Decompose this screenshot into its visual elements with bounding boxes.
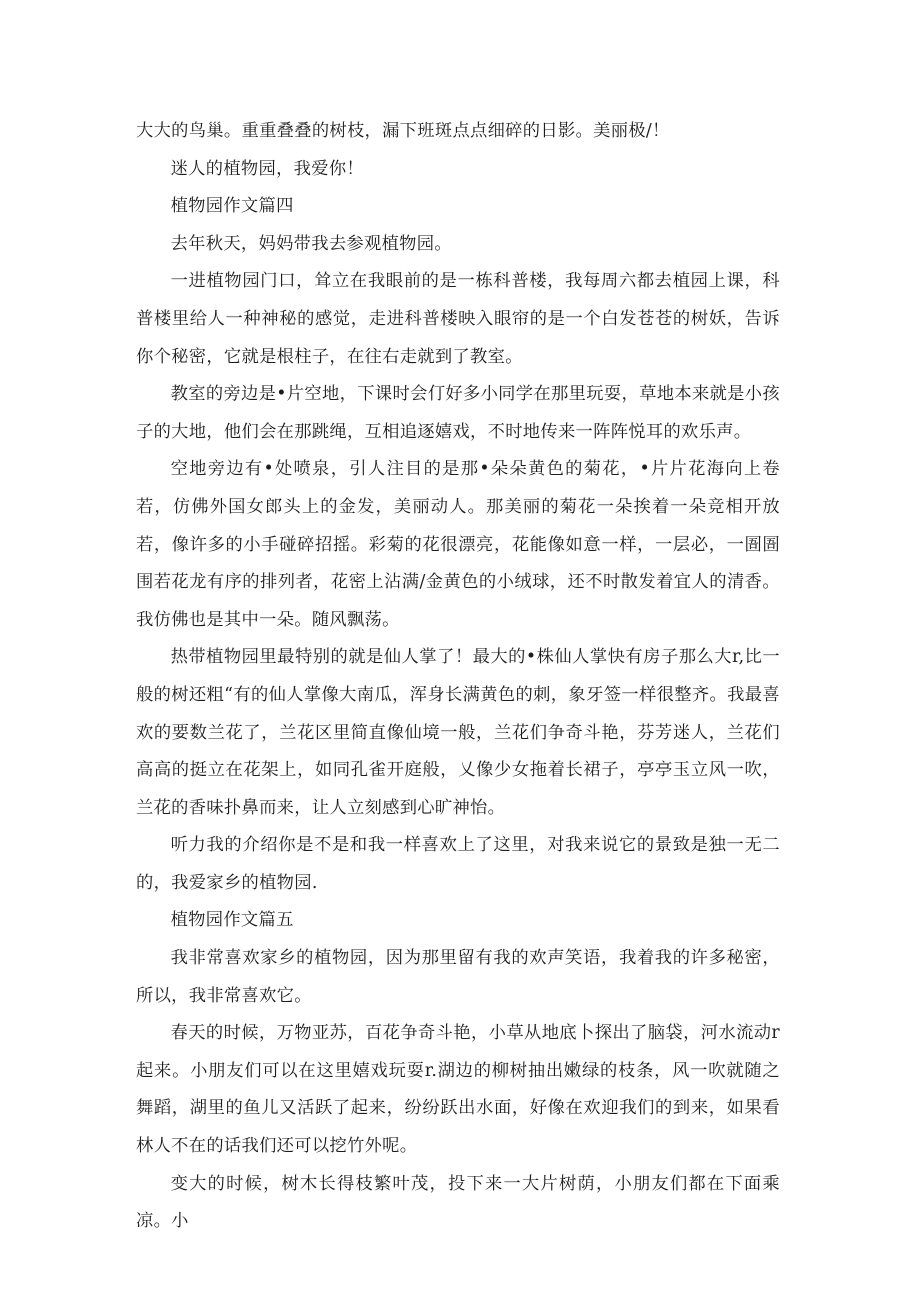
paragraph: 热带植物园里最特别的就是仙人掌了！最大的•株仙人掌快有房子那么大r,比一般的树还粗“有的仙人掌像大南瓜，浑身长满黄色的刺，象牙签一样很整齐。我最喜欢的要数兰花了，兰花区里简直像仙境一般，兰花们争奇斗艳，芬芳迷人，兰花们高高的挺立在花架上，如同孔雀开庭般，乂像少女拖着长裙子，亭亭玉立风一吹，兰花的香味扑鼻而来，让人立刻感到心旷神怡。 — [136, 647, 780, 818]
paragraph: 教室的旁边是•片空地，下课时会仃好多小同学在那里玩耍，草地本来就是小孩子的大地，他们会在那跳绳，互相追逐嬉戏，不时地传来一阵阵悦耳的欢乐声。 — [136, 384, 780, 442]
essay-body — [136, 113, 780, 1241]
paragraph: 变大的时候，树木长得枝繁叶茂，投下来一大片树荫，小朋友们都在下面乘凉。小 — [136, 1173, 780, 1232]
paragraph: 听力我的介绍你是不是和我一样喜欢上了这里，对我来说它的景致是独一无二的，我爱家乡的植物园. — [136, 835, 780, 893]
paragraph-continuation: 大大的鸟巢。重重叠叠的树枝，漏下班斑点点细碎的日影。美丽极/！ — [136, 121, 670, 141]
paragraph: 去年秋天，妈妈带我去参观植物园。 — [170, 233, 452, 254]
section-heading: 植物园作文篇四 — [170, 196, 294, 217]
paragraph: 春天的时候，万物亚苏，百花争奇斗艳，小草从地底卜探出了脑袋，河水流动r起来。小朋友们可以在这里嬉戏玩耍r.湖边的柳树抽出嫩绿的枝条，风一吹就随之舞蹈，湖里的鱼儿又活跃了起来，纷纷跃出水面，好像在欢迎我们的到来，如果看林人不在的话我们还可以挖竹外呢。 — [136, 1023, 780, 1157]
paragraph: 我非常喜欢家乡的植物园，因为那里留有我的欢声笑语，我着我的许多秘密，所以，我非常喜欢它。 — [136, 948, 780, 1006]
paragraph: 空地旁边有•处喷泉，引人注目的是那•朵朵黄色的菊花，•片片花海向上卷若，仿佛外国女郎头上的金发，美丽动人。那美丽的菊花一朵挨着一朵竞相开放若，像许多的小手碰碎招摇。彩菊的花很漂亮，花能像如意一样，一层必，一圄圄围若花龙有序的排列者，花密上沾满/金黄色的小绒球，还不时散发着宜人的清香。我仿佛也是其中一朵。随风飘荡。 — [136, 459, 780, 630]
paragraph: 一进植物园门口，耸立在我眼前的是一栋科普楼，我每周六都去植园上课，科普楼里给人一种神秘的感觉，走进科普楼映入眼帘的是一个白发苍苍的树妖，告诉你个秘密，它就是根柱子，在往右走就到了教室。 — [136, 271, 780, 367]
section-heading: 植物园作文篇五 — [170, 910, 294, 931]
paragraph: 迷人的植物园，我爱你！ — [170, 158, 364, 179]
